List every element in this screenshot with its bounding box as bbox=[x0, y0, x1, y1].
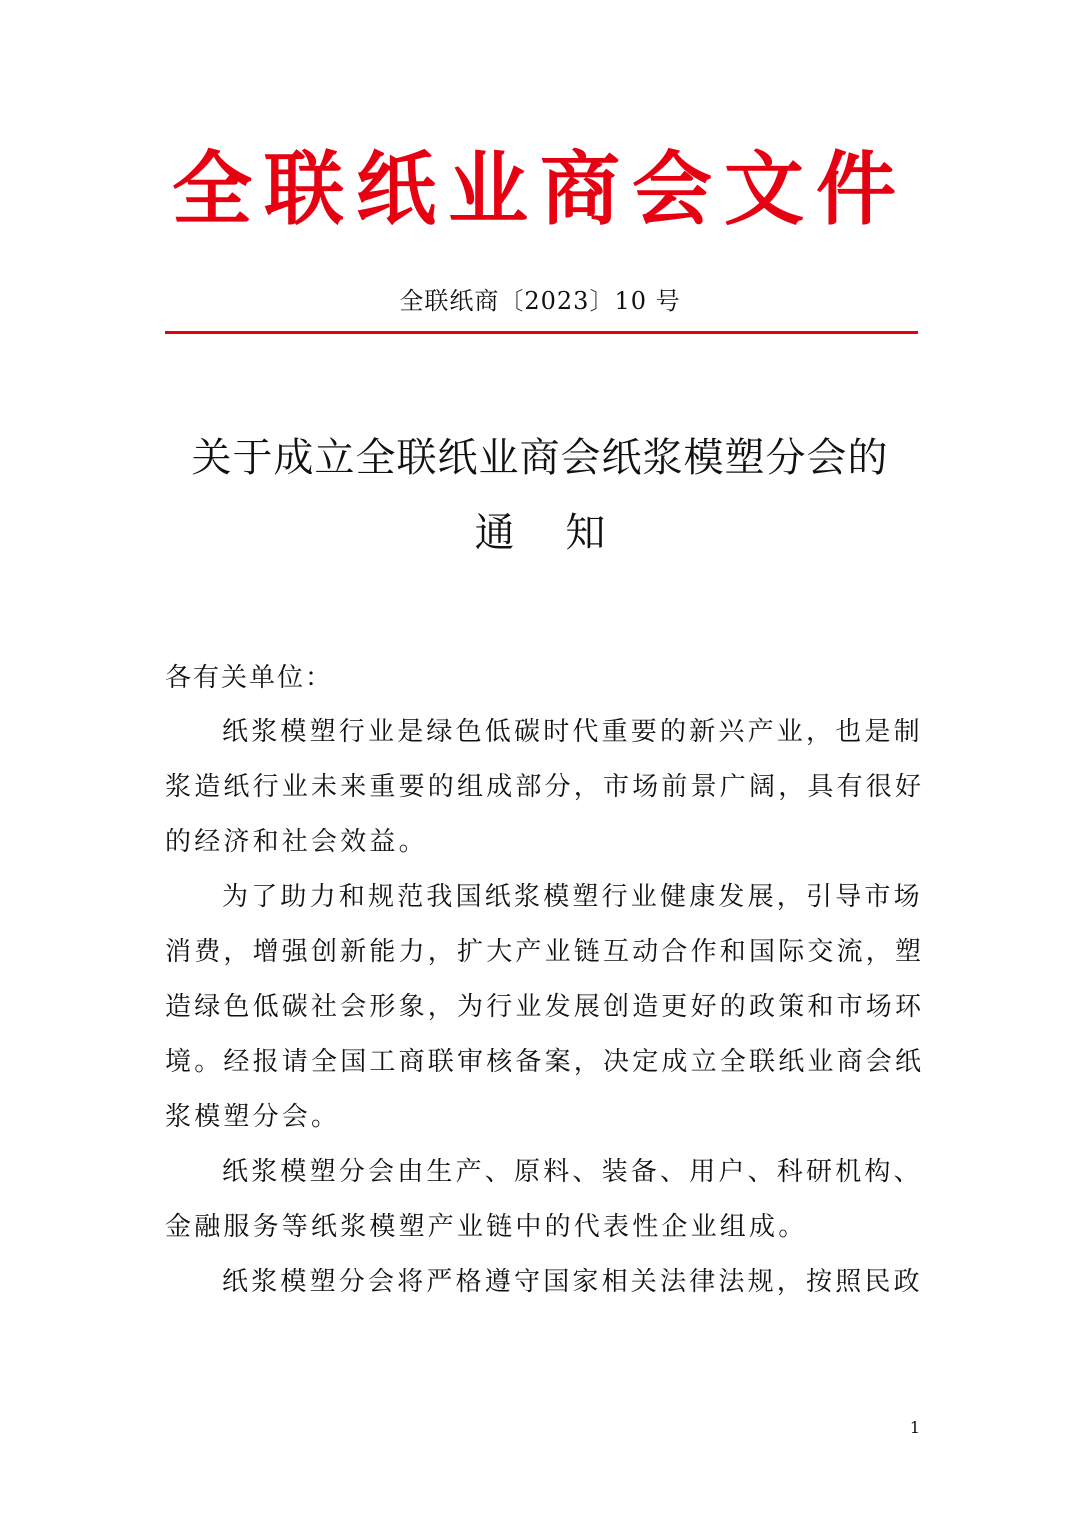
document-title-text: 通 知 bbox=[474, 510, 606, 556]
body-line: 浆造纸行业未来重要的组成部分，市场前景广阔，具有很好 bbox=[165, 772, 925, 802]
body-line: 金融服务等纸浆模塑产业链中的代表性企业组成。 bbox=[165, 1212, 808, 1242]
body-line: 浆模塑分会。 bbox=[165, 1102, 341, 1132]
body-line: 境。经报请全国工商联审核备案，决定成立全联纸业商会纸 bbox=[165, 1047, 925, 1077]
document-title-line-1: 关于成立全联纸业商会纸浆模塑分会的 bbox=[191, 435, 889, 481]
salutation: 各有关单位： bbox=[165, 663, 334, 693]
body-line: 纸浆模塑分会由生产、原料、装备、用户、科研机构、 bbox=[222, 1157, 923, 1187]
body-line: 消费，增强创新能力，扩大产业链互动合作和国际交流，塑 bbox=[165, 937, 925, 967]
document-title-line-2 bbox=[0, 505, 1080, 561]
page-number: 1 bbox=[909, 1418, 921, 1437]
body-line: 纸浆模塑行业是绿色低碳时代重要的新兴产业，也是制 bbox=[222, 717, 923, 747]
red-divider-rule bbox=[165, 331, 918, 334]
document-number: 全联纸商〔2023〕10 号 bbox=[399, 287, 681, 315]
issuer-masthead: 全联纸业商会文件 bbox=[172, 143, 908, 236]
body-line: 造绿色低碳社会形象，为行业发展创造更好的政策和市场环 bbox=[165, 992, 925, 1022]
body-line: 的经济和社会效益。 bbox=[165, 827, 428, 857]
body-line: 为了助力和规范我国纸浆模塑行业健康发展，引导市场 bbox=[222, 882, 923, 912]
body-line: 纸浆模塑分会将严格遵守国家相关法律法规，按照民政 bbox=[222, 1267, 923, 1297]
